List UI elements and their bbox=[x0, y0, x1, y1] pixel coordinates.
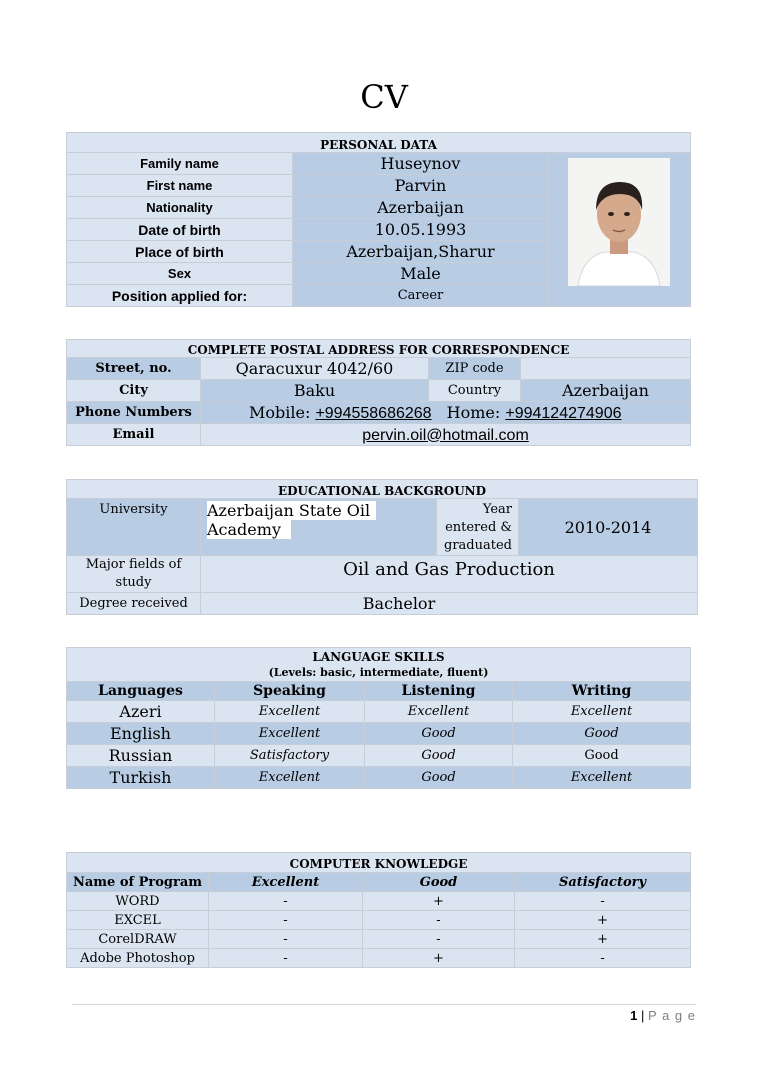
education-table bbox=[66, 479, 698, 615]
university-line-1: Azerbaijan State Oil bbox=[207, 501, 376, 520]
writing-level: Good bbox=[513, 723, 691, 745]
speaking-level: Excellent bbox=[215, 767, 365, 789]
address-header: COMPLETE POSTAL ADDRESS FOR CORRESPONDENCE bbox=[67, 340, 691, 358]
excellent-mark: - bbox=[209, 892, 363, 911]
program-name: WORD bbox=[67, 892, 209, 911]
satisfactory-mark: - bbox=[515, 949, 691, 968]
family-name-value: Huseynov bbox=[293, 153, 549, 175]
phone-numbers bbox=[201, 402, 691, 424]
page-footer bbox=[630, 1008, 696, 1023]
satisfactory-mark: + bbox=[515, 911, 691, 930]
col-satisfactory: Satisfactory bbox=[515, 873, 691, 892]
person-portrait-icon bbox=[568, 158, 670, 286]
table-row bbox=[67, 911, 691, 930]
col-writing: Writing bbox=[513, 682, 691, 701]
col-program: Name of Program bbox=[67, 873, 209, 892]
col-languages: Languages bbox=[67, 682, 215, 701]
listening-level: Good bbox=[365, 767, 513, 789]
sex-value: Male bbox=[293, 263, 549, 285]
first-name-label: First name bbox=[67, 175, 293, 197]
country-value: Azerbaijan bbox=[521, 380, 691, 402]
family-name-label: Family name bbox=[67, 153, 293, 175]
document-title: CV bbox=[360, 78, 408, 116]
degree-value: Bachelor bbox=[201, 593, 698, 615]
col-listening: Listening bbox=[365, 682, 513, 701]
program-name: Adobe Photoshop bbox=[67, 949, 209, 968]
year-label-1: Year bbox=[482, 502, 512, 517]
table-row bbox=[67, 930, 691, 949]
year-label-2: entered & bbox=[445, 520, 512, 535]
table-row bbox=[67, 767, 691, 789]
excellent-mark: - bbox=[209, 949, 363, 968]
place-of-birth-label: Place of birth bbox=[67, 241, 293, 263]
col-good: Good bbox=[363, 873, 515, 892]
position-value: Career bbox=[293, 285, 549, 307]
satisfactory-mark: + bbox=[515, 930, 691, 949]
education-header: EDUCATIONAL BACKGROUND bbox=[67, 480, 698, 499]
major-label-1: Major fields of bbox=[85, 557, 182, 572]
personal-data-header: PERSONAL DATA bbox=[67, 133, 691, 153]
applicant-photo bbox=[568, 158, 670, 286]
table-row bbox=[67, 949, 691, 968]
street-value: Qaracuxur 4042/60 bbox=[201, 358, 429, 380]
mobile-prefix: Mobile: bbox=[249, 402, 316, 422]
mobile-phone-link[interactable]: +994558686268 bbox=[315, 404, 432, 422]
table-row bbox=[67, 701, 691, 723]
degree-label: Degree received bbox=[67, 593, 201, 615]
position-label: Position applied for: bbox=[67, 285, 293, 307]
speaking-level: Satisfactory bbox=[215, 745, 365, 767]
language-name: Turkish bbox=[67, 767, 215, 789]
footer-divider bbox=[72, 1004, 696, 1005]
major-value: Oil and Gas Production bbox=[201, 556, 698, 593]
computer-knowledge-table bbox=[66, 852, 691, 968]
table-row bbox=[67, 723, 691, 745]
writing-level: Excellent bbox=[513, 767, 691, 789]
program-name: EXCEL bbox=[67, 911, 209, 930]
home-prefix: Home: bbox=[446, 402, 506, 422]
city-label: City bbox=[67, 380, 201, 402]
satisfactory-mark: - bbox=[515, 892, 691, 911]
col-speaking: Speaking bbox=[215, 682, 365, 701]
page-number: 1 bbox=[630, 1008, 638, 1023]
major-label-cell bbox=[67, 556, 201, 593]
date-of-birth-label: Date of birth bbox=[67, 219, 293, 241]
major-label-2: study bbox=[115, 575, 152, 590]
writing-level: Excellent bbox=[513, 701, 691, 723]
university-line-2: Academy bbox=[207, 520, 291, 539]
email-label: Email bbox=[67, 424, 201, 446]
excellent-mark: - bbox=[209, 930, 363, 949]
first-name-value: Parvin bbox=[293, 175, 549, 197]
language-subheader: (Levels: basic, intermediate, fluent) bbox=[268, 665, 489, 679]
language-header-cell bbox=[67, 648, 691, 682]
writing-level: Good bbox=[513, 745, 691, 767]
street-label: Street, no. bbox=[67, 358, 201, 380]
date-of-birth-value: 10.05.1993 bbox=[293, 219, 549, 241]
university-label: University bbox=[67, 499, 201, 556]
page-label: P a g e bbox=[648, 1008, 696, 1023]
country-label: Country bbox=[429, 380, 521, 402]
language-header: LANGUAGE SKILLS bbox=[312, 649, 445, 664]
nationality-value: Azerbaijan bbox=[293, 197, 549, 219]
place-of-birth-value: Azerbaijan,Sharur bbox=[293, 241, 549, 263]
city-value: Baku bbox=[201, 380, 429, 402]
good-mark: + bbox=[363, 949, 515, 968]
listening-level: Good bbox=[365, 723, 513, 745]
email-link[interactable]: pervin.oil@hotmail.com bbox=[362, 426, 529, 444]
zip-label: ZIP code bbox=[429, 358, 521, 380]
speaking-level: Excellent bbox=[215, 701, 365, 723]
language-name: English bbox=[67, 723, 215, 745]
speaking-level: Excellent bbox=[215, 723, 365, 745]
language-name: Azeri bbox=[67, 701, 215, 723]
email-cell bbox=[201, 424, 691, 446]
excellent-mark: - bbox=[209, 911, 363, 930]
good-mark: + bbox=[363, 892, 515, 911]
table-row bbox=[67, 892, 691, 911]
sex-label: Sex bbox=[67, 263, 293, 285]
footer-separator: | bbox=[641, 1008, 645, 1023]
year-label-3: graduated bbox=[444, 538, 512, 553]
language-name: Russian bbox=[67, 745, 215, 767]
years-value: 2010-2014 bbox=[519, 499, 698, 556]
computer-header: COMPUTER KNOWLEDGE bbox=[67, 853, 691, 873]
col-excellent: Excellent bbox=[209, 873, 363, 892]
table-row bbox=[67, 745, 691, 767]
home-phone-link[interactable]: +994124274906 bbox=[505, 404, 622, 422]
listening-level: Excellent bbox=[365, 701, 513, 723]
good-mark: - bbox=[363, 911, 515, 930]
university-cell bbox=[201, 499, 437, 556]
language-skills-table bbox=[66, 647, 691, 789]
phone-label: Phone Numbers bbox=[67, 402, 201, 424]
good-mark: - bbox=[363, 930, 515, 949]
year-label-cell bbox=[437, 499, 519, 556]
program-name: CorelDRAW bbox=[67, 930, 209, 949]
nationality-label: Nationality bbox=[67, 197, 293, 219]
zip-value bbox=[521, 358, 691, 380]
listening-level: Good bbox=[365, 745, 513, 767]
address-table bbox=[66, 339, 691, 446]
